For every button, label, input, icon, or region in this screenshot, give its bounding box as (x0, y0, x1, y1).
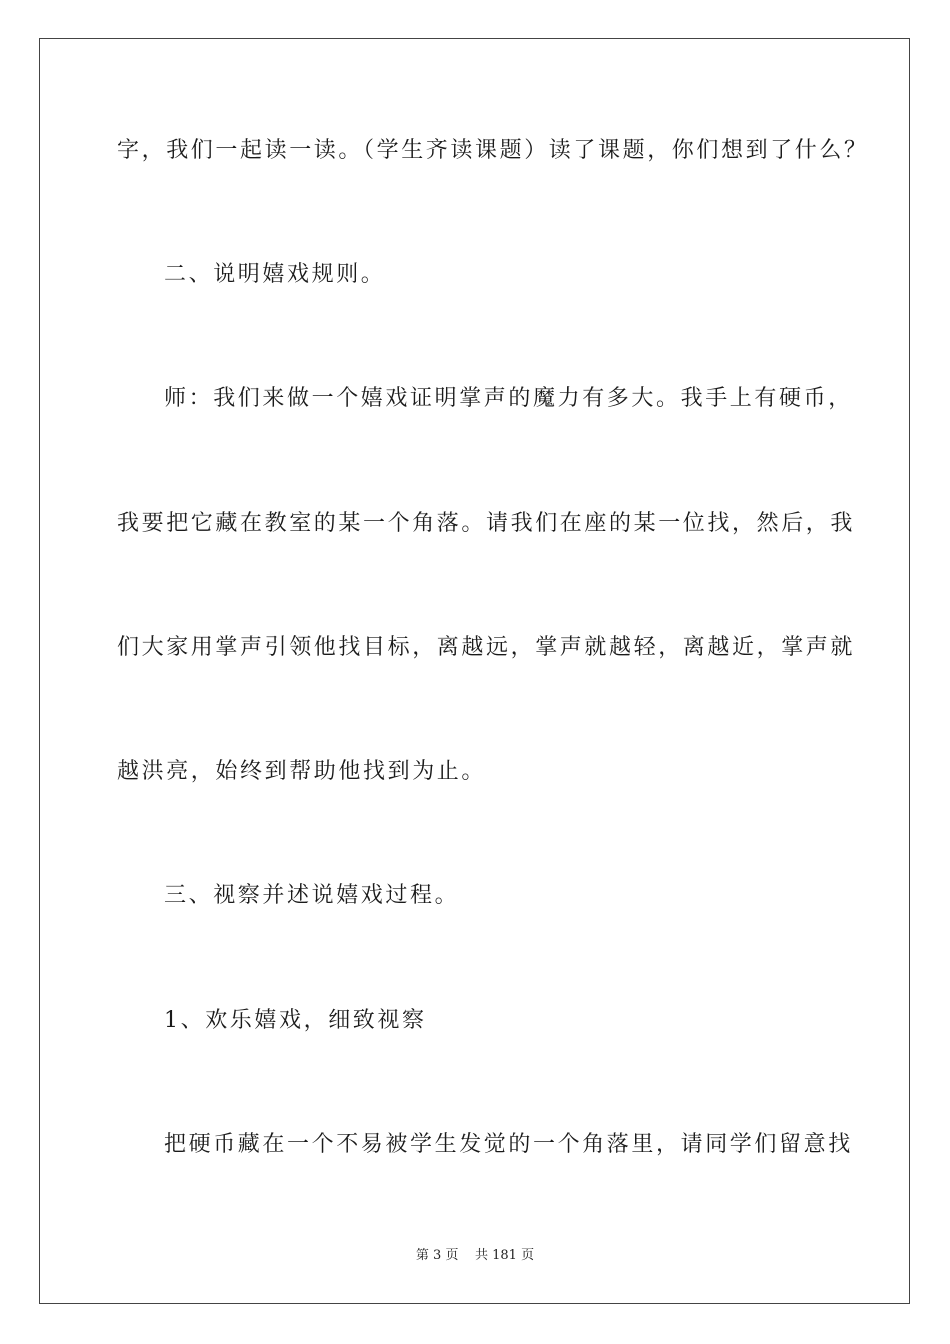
page-border (39, 38, 910, 1304)
subsection-heading-game: 1、欢乐嬉戏，细致视察 (164, 1008, 427, 1033)
section-heading-rules: 二、说明嬉戏规则。 (164, 262, 386, 287)
paragraph-line-9: 把硬币藏在一个不易被学生发觉的一个角落里，请同学们留意找 (164, 1132, 853, 1157)
page-footer (0, 1248, 950, 1264)
paragraph-line-4: 我要把它藏在教室的某一个角落。请我们在座的某一位找，然后，我 (117, 511, 856, 536)
page-number: 第 3 页 (415, 1248, 459, 1263)
paragraph-line-6: 越洪亮，始终到帮助他找到为止。 (117, 759, 487, 784)
section-heading-observe: 三、视察并述说嬉戏过程。 (164, 883, 460, 908)
paragraph-line-5: 们大家用掌声引领他找目标，离越远，掌声就越轻，离越近，掌声就 (117, 635, 856, 660)
paragraph-line-3: 师：我们来做一个嬉戏证明掌声的魔力有多大。我手上有硬币， (164, 386, 853, 411)
page-total: 共 181 页 (475, 1248, 535, 1263)
paragraph-line-1: 字，我们一起读一读。（学生齐读课题）读了课题，你们想到了什么？ (117, 138, 869, 163)
